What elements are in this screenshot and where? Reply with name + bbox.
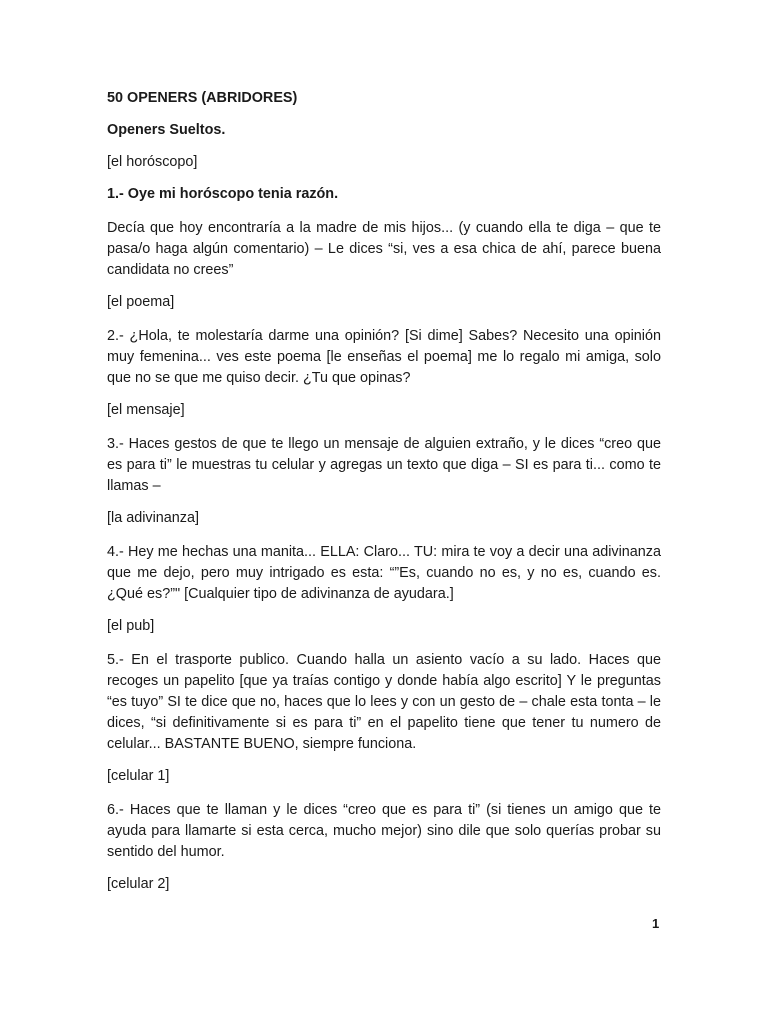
section-tag: [celular 2] [107, 876, 170, 892]
section-paragraph: 5.- En el trasporte publico. Cuando halla un asiento vacío a su lado. Haces que recoges un papelito [que ya traías contigo y donde había algo escrito] Y le preguntas “es tuyo” SI te dice que no, haces que lo lees y con un gesto de – chale esta tonta – le dices, “si definitivamente si es para ti” en el papelito tiene que tener tu numero de celular... BASTANTE BUENO, siempre funciona. [107, 652, 661, 752]
section-paragraph: 4.- Hey me hechas una manita... ELLA: Claro... TU: mira te voy a decir una adivinanza que me dejo, pero muy intrigado es esta: “”Es, cuando no es, y no es, cuando es. ¿Qué es?”" [Cualquier tipo de adivinanza de ayudara.] [107, 544, 661, 602]
section-tag: [el poema] [107, 294, 175, 310]
document-body [107, 88, 661, 895]
document-title: 50 OPENERS (ABRIDORES) [107, 90, 298, 106]
section-tag: [el pub] [107, 618, 155, 634]
section-tag: [el horóscopo] [107, 154, 198, 170]
section-paragraph: 3.- Haces gestos de que te llego un mensaje de alguien extraño, y le dices “creo que es para ti” le muestras tu celular y agregas un texto que diga – SI es para ti... como te llamas – [107, 436, 661, 494]
section-paragraph: 2.- ¿Hola, te molestaría darme una opinión? [Si dime] Sabes? Necesito una opinión muy femenina... ves este poema [le enseñas el poema] me lo regalo mi amiga, solo que no se que me quiso decir. ¿Tu que opinas? [107, 328, 661, 386]
section-paragraph: Decía que hoy encontraría a la madre de mis hijos... (y cuando ella te diga – que te pasa/o haga algún comentario) – Le dices “si, ves a esa chica de ahí, parece buena candidata no crees” [107, 220, 661, 278]
page-number: 1 [652, 916, 660, 931]
section-heading: 1.- Oye mi horóscopo tenia razón. [107, 186, 339, 202]
section-tag: [la adivinanza] [107, 510, 200, 526]
section-tag: [celular 1] [107, 768, 170, 784]
section-paragraph: 6.- Haces que te llaman y le dices “creo que es para ti” (si tienes un amigo que te ayuda para llamarte si esta cerca, mucho mejor) sino dile que solo querías probar su sentido del humor. [107, 802, 661, 860]
document-subtitle: Openers Sueltos. [107, 122, 226, 138]
section-tag: [el mensaje] [107, 402, 185, 418]
